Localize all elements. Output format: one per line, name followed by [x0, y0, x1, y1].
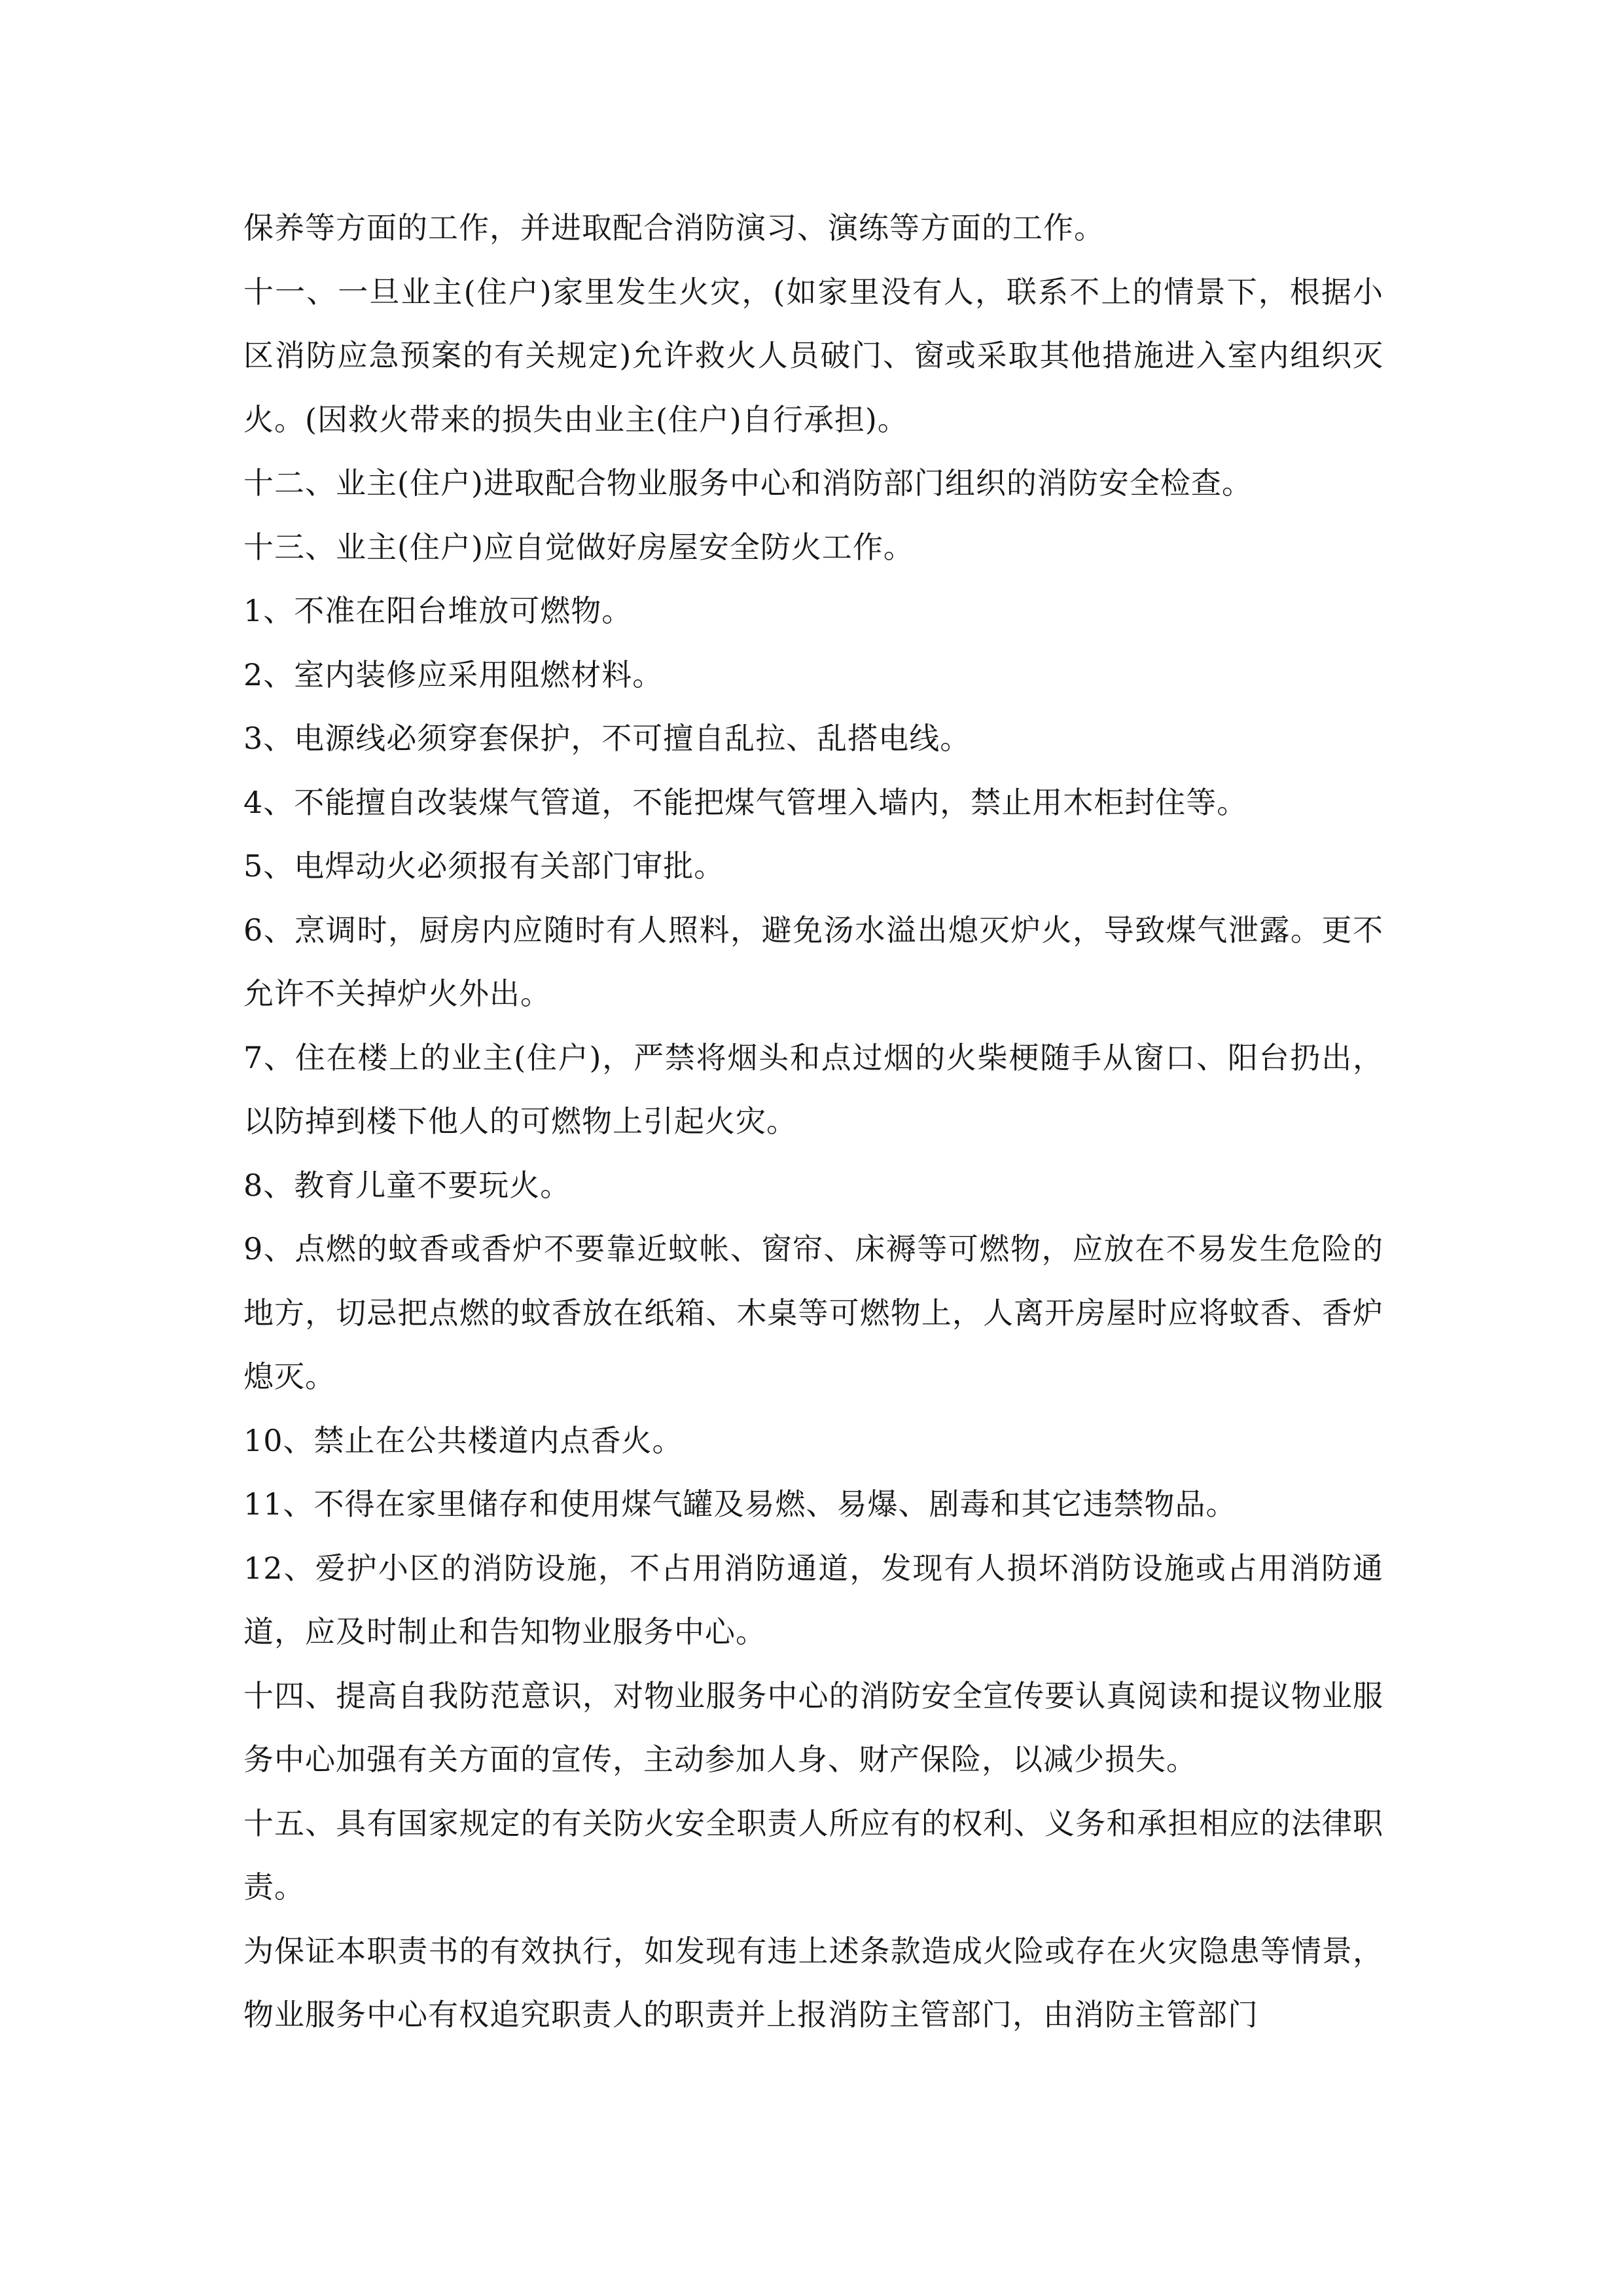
list-item-11: 11、不得在家里储存和使用煤气罐及易燃、易爆、剧毒和其它违禁物品。 — [243, 1486, 1237, 1522]
paragraph-clause-14: 十四、提高自我防范意识，对物业服务中心的消防安全宣传要认真阅读和提议物业服务中心加强有关方面的宣传，主动参加人身、财产保险，以减少损失。 — [243, 1677, 1383, 1777]
paragraph-clause-11: 十一、一旦业主(住户)家里发生火灾，(如家里没有人，联系不上的情景下，根据小区消防应急预案的有关规定)允许救火人员破门、窗或采取其他措施进入室内组织灭火。(因救火带来的损失由业主(住户)自行承担)。 — [243, 274, 1383, 437]
document-body — [243, 196, 1383, 2047]
list-item-4: 4、不能擅自改装煤气管道，不能把煤气管埋入墙内，禁止用木柜封住等。 — [243, 784, 1248, 820]
paragraph-clause-13: 十三、业主(住户)应自觉做好房屋安全防火工作。 — [243, 529, 914, 565]
paragraph-maintenance: 保养等方面的工作，并进取配合消防演习、演练等方面的工作。 — [243, 210, 1105, 245]
list-item-1: 1、不准在阳台堆放可燃物。 — [243, 593, 633, 628]
list-item-3: 3、电源线必须穿套保护，不可擅自乱拉、乱搭电线。 — [243, 721, 971, 756]
list-item-9: 9、点燃的蚊香或香炉不要靠近蚊帐、窗帘、床褥等可燃物，应放在不易发生危险的地方，切忌把点燃的蚊香放在纸箱、木桌等可燃物上，人离开房屋时应将蚊香、香炉熄灭。 — [243, 1231, 1383, 1394]
list-item-6: 6、烹调时，厨房内应随时有人照料，避免汤水溢出熄灭炉火，导致煤气泄露。更不允许不关掉炉火外出。 — [243, 912, 1383, 1011]
list-item-10: 10、禁止在公共楼道内点香火。 — [243, 1422, 683, 1458]
list-item-12: 12、爱护小区的消防设施，不占用消防通道，发现有人损坏消防设施或占用消防通道，应及时制止和告知物业服务中心。 — [243, 1550, 1383, 1649]
paragraph-clause-15: 十五、具有国家规定的有关防火安全职责人所应有的权利、义务和承担相应的法律职责。 — [243, 1805, 1383, 1905]
list-item-2: 2、室内装修应采用阻燃材料。 — [243, 656, 664, 692]
list-item-8: 8、教育儿童不要玩火。 — [243, 1167, 571, 1203]
list-item-7: 7、住在楼上的业主(住户)，严禁将烟头和点过烟的火柴梗随手从窗口、阳台扔出，以防掉到楼下他人的可燃物上引起火灾。 — [243, 1039, 1383, 1139]
paragraph-clause-12: 十二、业主(住户)进取配合物业服务中心和消防部门组织的消防安全检查。 — [243, 465, 1253, 501]
paragraph-enforcement: 为保证本职责书的有效执行，如发现有违上述条款造成火险或存在火灾隐患等情景，物业服务中心有权追究职责人的职责并上报消防主管部门，由消防主管部门 — [243, 1933, 1383, 2032]
list-item-5: 5、电焊动火必须报有关部门审批。 — [243, 848, 725, 884]
